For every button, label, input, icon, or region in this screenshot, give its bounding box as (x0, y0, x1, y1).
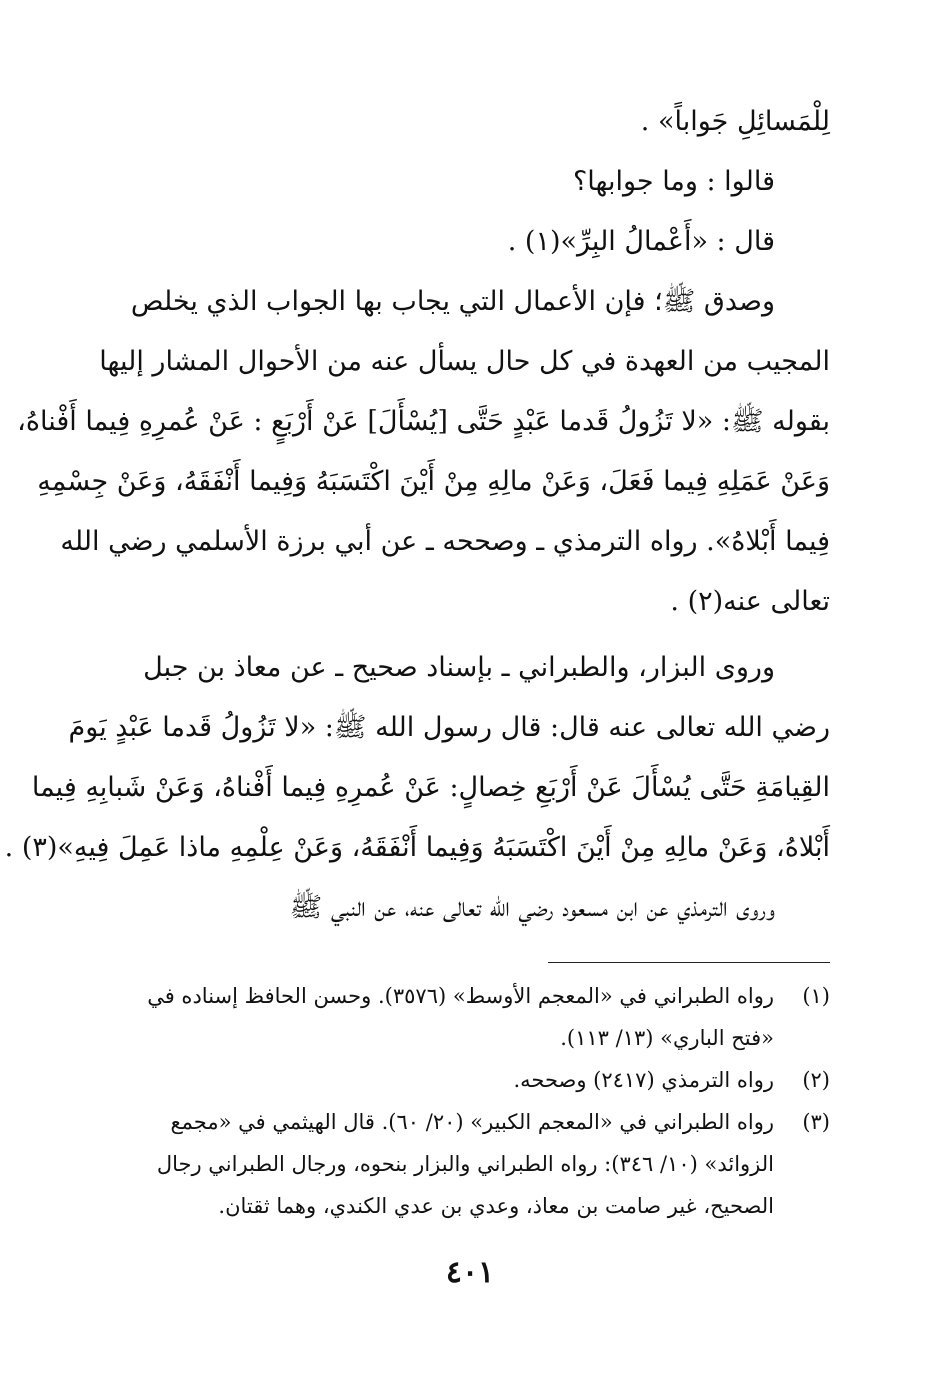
paragraph (17, 272, 830, 632)
main-text (4, 92, 830, 938)
footnote-line: الصحيح، غير صامت بن معاذ، وعدي بن عدي الكندي، وهما ثقتان. (218, 1194, 774, 1218)
footnote-text (120, 1059, 774, 1101)
footnote-text (120, 975, 774, 1059)
footnote-line: رواه الترمذي (٢٤١٧) وصححه. (513, 1068, 774, 1092)
footnote-number: (٢) (802, 1068, 830, 1092)
footnote-number: (١) (802, 984, 830, 1008)
text-line: بقوله ﷺ: «لا تَزُولُ قَدما عَبْدٍ حَتَّى [يُسْأَلَ] عَنْ أَرْبَعٍ : عَنْ عُمرِهِ فِيما أَفْناهُ، (17, 406, 830, 437)
paragraph (4, 638, 830, 878)
footnote-text (120, 1101, 774, 1227)
text-line: القِيامَةِ حَتَّى يُسْأَلَ عَنْ أَرْبَعِ خِصالٍ: عَنْ عُمرِهِ فِيما أَفْناهُ، وَعَنْ شَبابِهِ فِيما (31, 772, 830, 803)
footnotes (120, 975, 830, 1227)
footnote (120, 1059, 830, 1101)
text-line: المجيب من العهدة في كل حال يسأل عنه من الأحوال المشار إليها (99, 346, 830, 377)
paragraph (120, 878, 830, 938)
footnote-line: رواه الطبراني في «المعجم الكبير» (٢٠/ ٦٠). قال الهيثمي في «مجمع (170, 1110, 774, 1134)
page-number: ٤٠١ (445, 1255, 495, 1290)
footnote-divider (548, 962, 830, 963)
text-line: وروى البزار، والطبراني ـ بإسناد صحيح ـ عن معاذ بن جبل (143, 652, 775, 683)
text-line: تعالى عنه(٢) . (670, 586, 830, 617)
footnote-line: الزوائد» (١٠/ ٣٤٦): رواه الطبراني والبزار بنحوه، ورجال الطبراني رجال (156, 1152, 774, 1176)
paragraph (120, 92, 830, 152)
footnote-line: «فتح الباري» (١٣/ ١١٣). (560, 1026, 774, 1050)
text-line: وصدق ﷺ؛ فإن الأعمال التي يجاب بها الجواب الذي يخلص (130, 286, 775, 317)
text-line: رضي الله تعالى عنه قال: قال رسول الله ﷺ: «لا تَزُولُ قَدما عَبْدٍ يَومَ (68, 712, 830, 743)
paragraph (120, 212, 830, 272)
footnote-line: رواه الطبراني في «المعجم الأوسط» (٣٥٧٦). وحسن الحافظ إسناده في (147, 984, 774, 1008)
text-line: فِيما أَبْلاهُ». رواه الترمذي ـ وصححه ـ عن أبي برزة الأسلمي رضي الله (60, 526, 830, 557)
text-line: وروى الترمذي عن ابن مسعود رضي الله تعالى عنه، عن النبي ﷺ (289, 892, 775, 923)
footnote (120, 1101, 830, 1227)
text-line: قال : «أَعْمالُ البِرِّ»(١) . (507, 226, 775, 257)
text-line: لِلْمَسائِلِ جَواباً» . (640, 106, 830, 137)
text-line: أَبْلاهُ، وَعَنْ مالِهِ مِنْ أَيْنَ اكْتَسَبَهُ وَفِيما أَنْفَقَهُ، وَعَنْ عِلْمِهِ ماذا عَمِلَ فِيهِ»(٣) . (4, 832, 830, 863)
footnote (120, 975, 830, 1059)
paragraph (120, 152, 830, 212)
text-line: قالوا : وما جوابها؟ (572, 166, 775, 197)
text-line: وَعَنْ عَمَلِهِ فِيما فَعَلَ، وَعَنْ مالِهِ مِنْ أَيْنَ اكْتَسَبَهُ وَفِيما أَنْفَقَهُ، وَعَنْ جِسْمِهِ (37, 466, 830, 497)
footnote-number: (٣) (802, 1110, 830, 1134)
